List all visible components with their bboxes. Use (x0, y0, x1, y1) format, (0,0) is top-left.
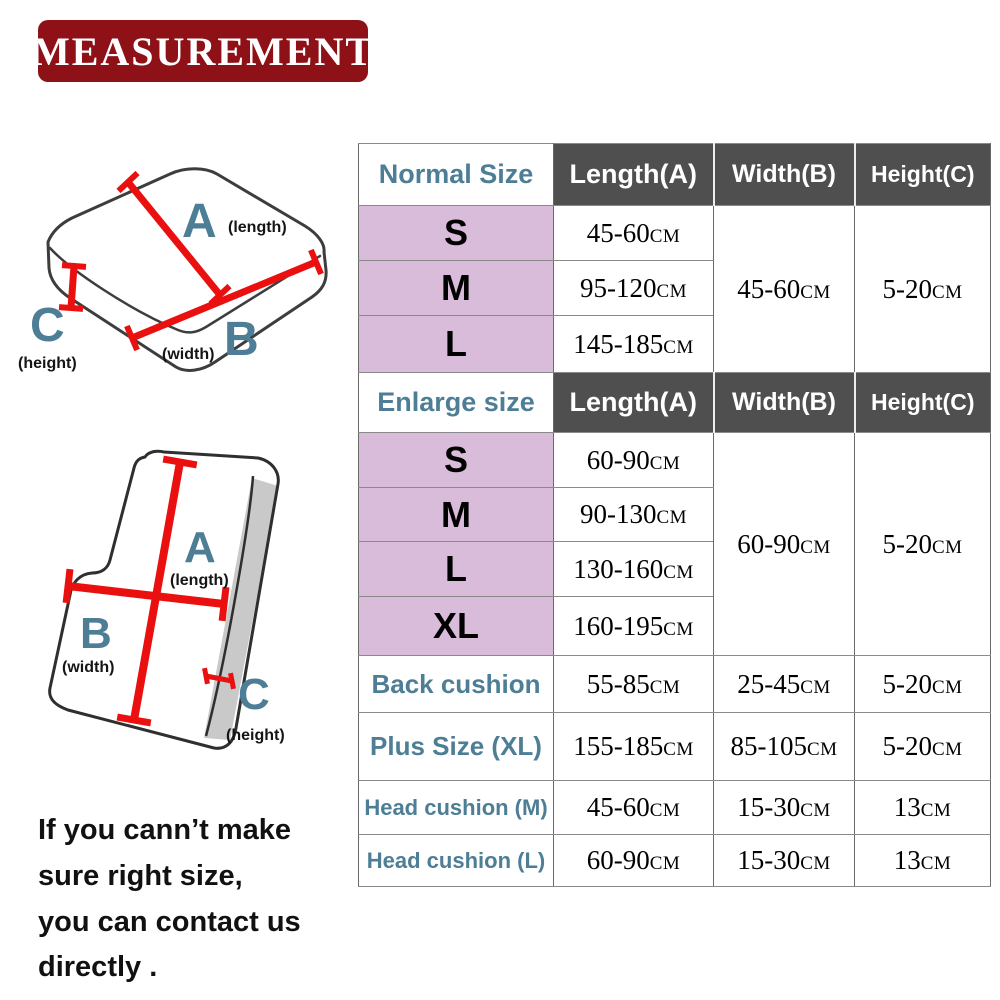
table-row (359, 835, 991, 887)
length-value: 45-60CM (554, 781, 714, 835)
measurement-title-banner (31, 20, 375, 82)
section-title-normal: Normal Size (359, 144, 554, 206)
height-value: 13CM (855, 835, 991, 887)
shared-height-value: 5-20CM (855, 206, 991, 373)
length-value: 45-60CM (554, 206, 714, 261)
size-table (358, 143, 991, 887)
label-c-caption: (height) (226, 727, 285, 744)
size-label: L (359, 542, 554, 597)
normal-size-header-row (359, 144, 991, 206)
length-value: 90-130CM (554, 488, 714, 542)
seat-cushion-diagram (10, 140, 350, 400)
section-title-enlarge: Enlarge size (359, 373, 554, 433)
row-label-plus-size: Plus Size (XL) (359, 713, 554, 781)
table-row (359, 656, 991, 713)
table-row (359, 713, 991, 781)
label-b-caption: (width) (62, 659, 115, 676)
note-line: If you cann’t make (38, 814, 292, 846)
length-value: 155-185CM (554, 713, 714, 781)
length-value: 60-90CM (554, 835, 714, 887)
width-value: 15-30CM (714, 835, 855, 887)
label-a-caption: (length) (170, 572, 229, 589)
size-label: S (359, 206, 554, 261)
column-header-length: Length(A) (554, 144, 714, 206)
width-value: 25-45CM (714, 656, 855, 713)
size-label: M (359, 261, 554, 316)
size-label: L (359, 316, 554, 373)
length-value: 95-120CM (554, 261, 714, 316)
column-header-width: Width(B) (714, 373, 855, 433)
length-value: 160-195CM (554, 597, 714, 656)
label-c: C (30, 299, 65, 352)
shared-width-value: 45-60CM (714, 206, 855, 373)
column-header-length: Length(A) (554, 373, 714, 433)
row-label-back-cushion: Back cushion (359, 656, 554, 713)
page-title: MEASUREMENT (31, 28, 375, 74)
label-b: B (80, 609, 112, 658)
enlarge-size-header-row (359, 373, 991, 433)
back-cushion-illustration-icon (30, 430, 360, 775)
table-row (359, 781, 991, 835)
row-label-head-cushion-m: Head cushion (M) (359, 781, 554, 835)
size-label: XL (359, 597, 554, 656)
length-value: 60-90CM (554, 433, 714, 488)
row-label-head-cushion-l: Head cushion (L) (359, 835, 554, 887)
height-value: 5-20CM (855, 656, 991, 713)
note-line: you can contact us (38, 905, 301, 938)
label-c-caption: (height) (18, 355, 77, 372)
note-line: sure right size, (38, 859, 243, 892)
column-header-height: Height(C) (855, 373, 991, 433)
length-value: 130-160CM (554, 542, 714, 597)
height-value: 5-20CM (855, 713, 991, 781)
label-a-caption: (length) (228, 219, 287, 236)
height-value: 13CM (855, 781, 991, 835)
shared-height-value: 5-20CM (855, 433, 991, 656)
label-a: A (182, 195, 217, 248)
label-c: C (238, 670, 270, 719)
label-a: A (184, 523, 216, 572)
shared-width-value: 60-90CM (714, 433, 855, 656)
back-cushion-diagram (30, 430, 360, 775)
size-label: S (359, 433, 554, 488)
width-value: 85-105CM (714, 713, 855, 781)
length-value: 145-185CM (554, 316, 714, 373)
table-row (359, 433, 991, 488)
size-label: M (359, 488, 554, 542)
label-b: B (224, 313, 259, 366)
table-row (359, 206, 991, 261)
note-line: directly . (38, 951, 158, 984)
width-value: 15-30CM (714, 781, 855, 835)
column-header-height: Height(C) (855, 144, 991, 206)
length-value: 55-85CM (554, 656, 714, 713)
label-b-caption: (width) (162, 346, 215, 363)
column-header-width: Width(B) (714, 144, 855, 206)
contact-note (38, 808, 358, 991)
